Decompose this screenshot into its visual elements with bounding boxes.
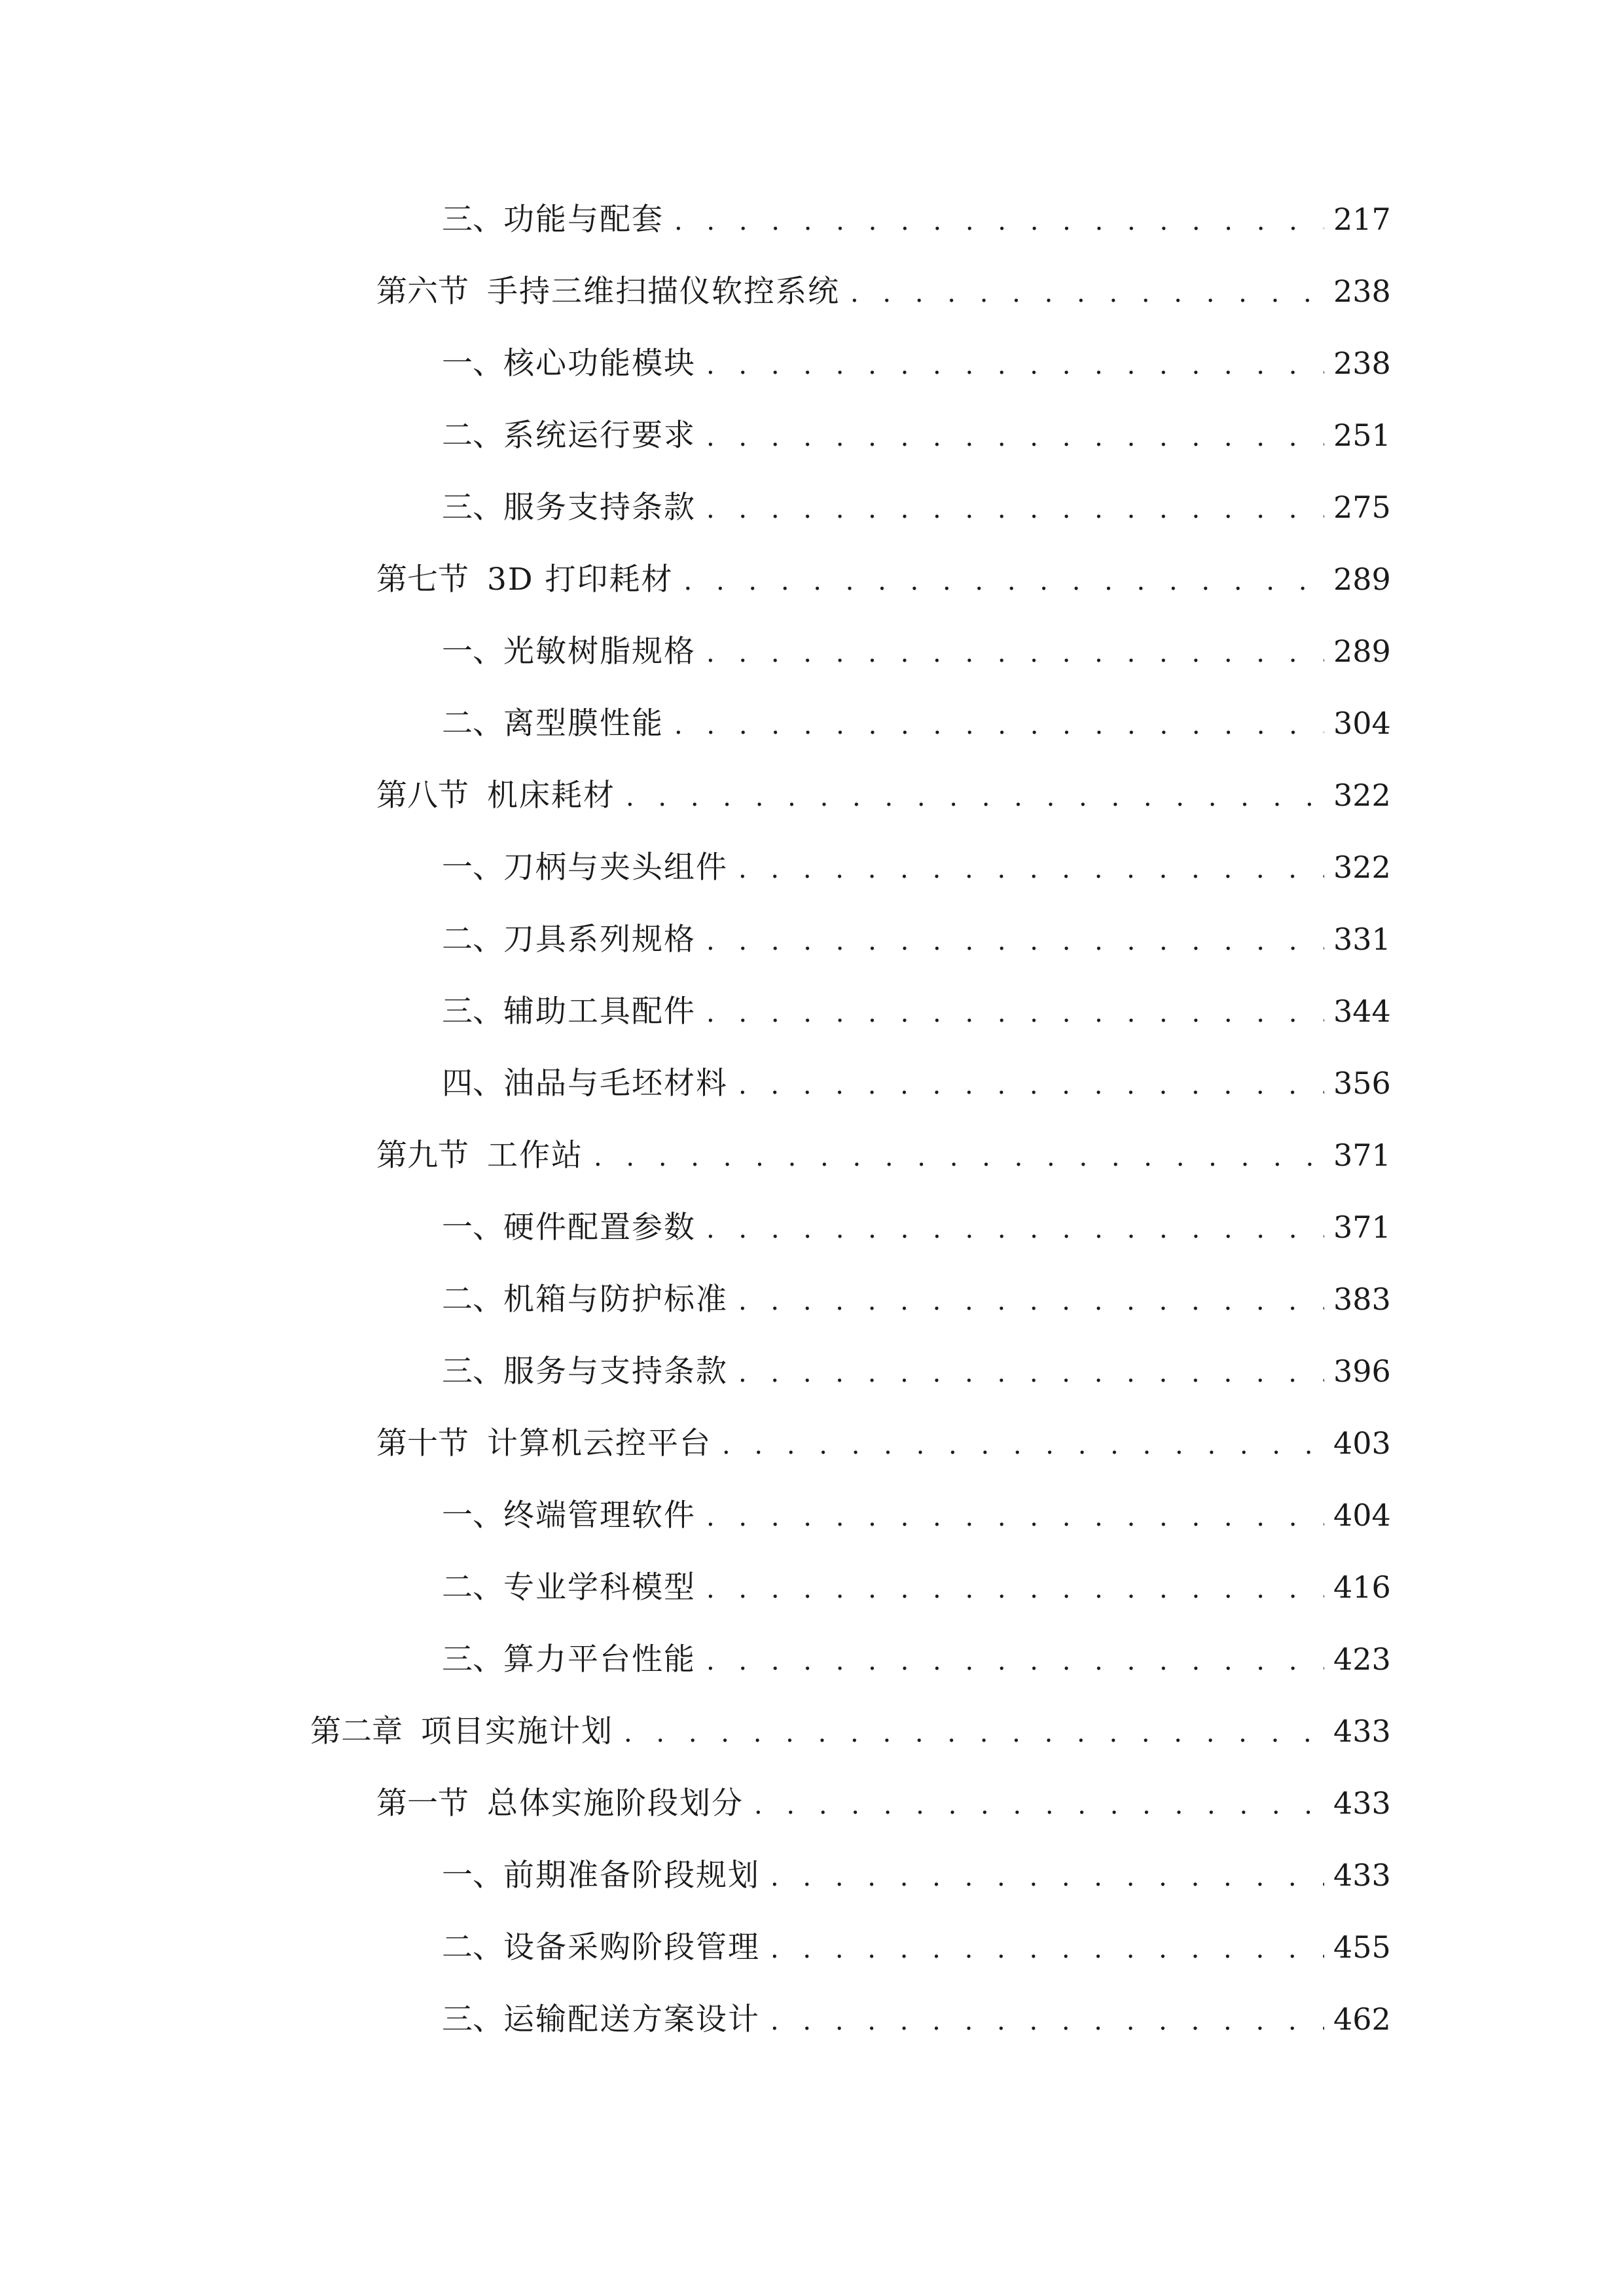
toc-entry-page: 322 [1333, 778, 1391, 813]
toc-entry[interactable] [442, 1921, 1391, 1973]
toc-entry[interactable] [442, 625, 1391, 677]
toc-entry-title: 刀具系列规格 [503, 922, 696, 958]
toc-entry-title: 功能与配套 [503, 202, 664, 238]
toc-entry-page: 344 [1333, 994, 1391, 1029]
toc-entry[interactable] [442, 1345, 1391, 1397]
toc-entry-number: 三、 [442, 2001, 503, 2037]
toc-entry-page: 416 [1333, 1570, 1391, 1605]
toc-entry-number: 一、 [442, 850, 503, 886]
toc-entry-number: 二、 [442, 1570, 503, 1605]
toc-entry[interactable] [442, 481, 1391, 533]
toc-entry[interactable] [376, 1417, 1391, 1469]
dot-leader [706, 627, 1324, 679]
toc-entry-number: 第六节 [376, 274, 469, 310]
toc-entry-page: 238 [1333, 346, 1391, 381]
dot-leader [706, 1635, 1324, 1687]
dot-leader [706, 339, 1324, 391]
toc-entry-title: 服务与支持条款 [503, 1354, 728, 1390]
toc-entry[interactable] [376, 553, 1391, 605]
toc-entry-title: 核心功能模块 [503, 346, 696, 382]
toc-entry-title: 油品与毛坯材料 [503, 1066, 728, 1102]
toc-entry-page: 371 [1333, 1210, 1391, 1245]
toc-entry[interactable] [442, 1633, 1391, 1685]
toc-entry-page: 289 [1333, 634, 1391, 669]
toc-entry-page: 404 [1333, 1498, 1391, 1533]
toc-entry[interactable] [442, 1201, 1391, 1253]
toc-entry-number: 二、 [442, 1929, 503, 1965]
toc-entry-number: 一、 [442, 1498, 503, 1534]
toc-entry-page: 251 [1333, 418, 1391, 453]
toc-entry[interactable] [442, 1057, 1391, 1109]
toc-entry-page: 433 [1333, 1785, 1391, 1821]
dot-leader [722, 1419, 1324, 1471]
toc-entry[interactable] [442, 409, 1391, 461]
dot-leader [706, 915, 1324, 967]
toc-entry-title: 工作站 [487, 1138, 583, 1174]
toc-entry[interactable] [442, 1489, 1391, 1541]
dot-leader [624, 1707, 1324, 1759]
toc-entry-page: 289 [1333, 562, 1391, 597]
toc-entry-page: 423 [1333, 1641, 1391, 1677]
toc-entry-title: 专业学科模型 [503, 1570, 696, 1605]
dot-leader [738, 1275, 1324, 1327]
dot-leader [684, 555, 1324, 607]
dot-leader [706, 483, 1324, 535]
dot-leader [850, 267, 1324, 319]
toc-entry-page: 322 [1333, 850, 1391, 885]
dot-leader [706, 1203, 1324, 1255]
toc-entry-page: 396 [1333, 1354, 1391, 1389]
toc-entry-title: 光敏树脂规格 [503, 634, 696, 670]
dot-leader [738, 843, 1324, 895]
toc-entry-page: 304 [1333, 706, 1391, 741]
dot-leader [754, 1779, 1324, 1831]
toc-entry[interactable] [442, 841, 1391, 893]
toc-entry-page: 455 [1333, 1929, 1391, 1965]
toc-entry[interactable] [442, 697, 1391, 749]
toc-entry[interactable] [442, 913, 1391, 965]
toc-entry-page: 331 [1333, 922, 1391, 957]
dot-leader [738, 1059, 1324, 1111]
toc-entry-number: 四、 [442, 1066, 503, 1102]
toc-entry[interactable] [442, 1993, 1391, 2045]
toc-entry-page: 238 [1333, 274, 1391, 309]
dot-leader [674, 195, 1324, 247]
toc-entry-title: 系统运行要求 [503, 418, 696, 454]
toc-entry-number: 二、 [442, 1282, 503, 1318]
toc-entry-number: 第八节 [376, 778, 469, 814]
toc-entry[interactable] [376, 265, 1391, 317]
toc-entry-number: 第七节 [376, 562, 469, 598]
toc-entry-page: 383 [1333, 1282, 1391, 1317]
toc-entry[interactable] [376, 1129, 1391, 1181]
toc-entry-number: 一、 [442, 634, 503, 670]
toc-entry-number: 三、 [442, 202, 503, 238]
dot-leader [626, 771, 1324, 823]
toc-entry-title: 总体实施阶段划分 [487, 1785, 744, 1821]
toc-entry-title: 项目实施计划 [421, 1713, 613, 1749]
toc-entry-title: 离型膜性能 [503, 706, 664, 742]
toc-entry-number: 一、 [442, 1857, 503, 1893]
toc-entry-title: 终端管理软件 [503, 1498, 696, 1534]
toc-entry-title: 3D 打印耗材 [487, 562, 674, 598]
toc-entry-number: 第一节 [376, 1785, 469, 1821]
dot-leader [706, 1563, 1324, 1615]
toc-entry[interactable] [310, 1705, 1391, 1757]
toc-entry[interactable] [442, 1849, 1391, 1901]
toc-entry-title: 机床耗材 [487, 778, 615, 814]
toc-entry-number: 第二章 [310, 1713, 403, 1749]
toc-entry-number: 三、 [442, 1354, 503, 1390]
dot-leader [770, 1923, 1324, 1975]
toc-entry-title: 算力平台性能 [503, 1641, 696, 1677]
toc-entry-title: 刀柄与夹头组件 [503, 850, 728, 886]
toc-entry-number: 一、 [442, 346, 503, 382]
toc-entry-title: 运输配送方案设计 [503, 2001, 760, 2037]
toc-entry-page: 217 [1333, 202, 1391, 237]
toc-entry-number: 第九节 [376, 1138, 469, 1174]
toc-entry-title: 硬件配置参数 [503, 1210, 696, 1246]
toc-entry-page: 275 [1333, 490, 1391, 525]
toc-entry-number: 二、 [442, 706, 503, 742]
toc-entry-number: 一、 [442, 1210, 503, 1246]
toc-entry-page: 433 [1333, 1713, 1391, 1749]
toc-entry-title: 设备采购阶段管理 [503, 1929, 760, 1965]
toc-entry-page: 371 [1333, 1138, 1391, 1173]
toc-entry-title: 计算机云控平台 [487, 1426, 712, 1462]
toc-entry-page: 433 [1333, 1857, 1391, 1893]
toc-entry[interactable] [376, 1777, 1391, 1829]
toc-entry[interactable] [442, 1273, 1391, 1325]
toc-entry-number: 三、 [442, 490, 503, 526]
toc-entry-title: 辅助工具配件 [503, 994, 696, 1030]
toc-entry[interactable] [442, 985, 1391, 1037]
dot-leader [594, 1131, 1324, 1183]
toc-entry-title: 机箱与防护标准 [503, 1282, 728, 1318]
toc-entry[interactable] [442, 337, 1391, 389]
toc-entry-number: 三、 [442, 1641, 503, 1677]
dot-leader [674, 699, 1324, 751]
toc-entry-number: 二、 [442, 418, 503, 454]
dot-leader [770, 1995, 1324, 2047]
dot-leader [706, 987, 1324, 1039]
toc-entry-page: 462 [1333, 2001, 1391, 2037]
toc-entry-title: 手持三维扫描仪软控系统 [487, 274, 840, 310]
toc-entry-title: 服务支持条款 [503, 490, 696, 526]
toc-entry[interactable] [376, 769, 1391, 821]
toc-entry-number: 第十节 [376, 1426, 469, 1462]
toc-entry[interactable] [442, 193, 1391, 245]
toc-entry-number: 二、 [442, 922, 503, 958]
toc-entry-page: 356 [1333, 1066, 1391, 1101]
dot-leader [738, 1347, 1324, 1399]
toc-entry-title: 前期准备阶段规划 [503, 1857, 760, 1893]
dot-leader [706, 411, 1324, 463]
dot-leader [706, 1491, 1324, 1543]
toc-entry-number: 三、 [442, 994, 503, 1030]
toc-entry[interactable] [442, 1561, 1391, 1613]
dot-leader [770, 1851, 1324, 1903]
toc-entry-page: 403 [1333, 1426, 1391, 1461]
